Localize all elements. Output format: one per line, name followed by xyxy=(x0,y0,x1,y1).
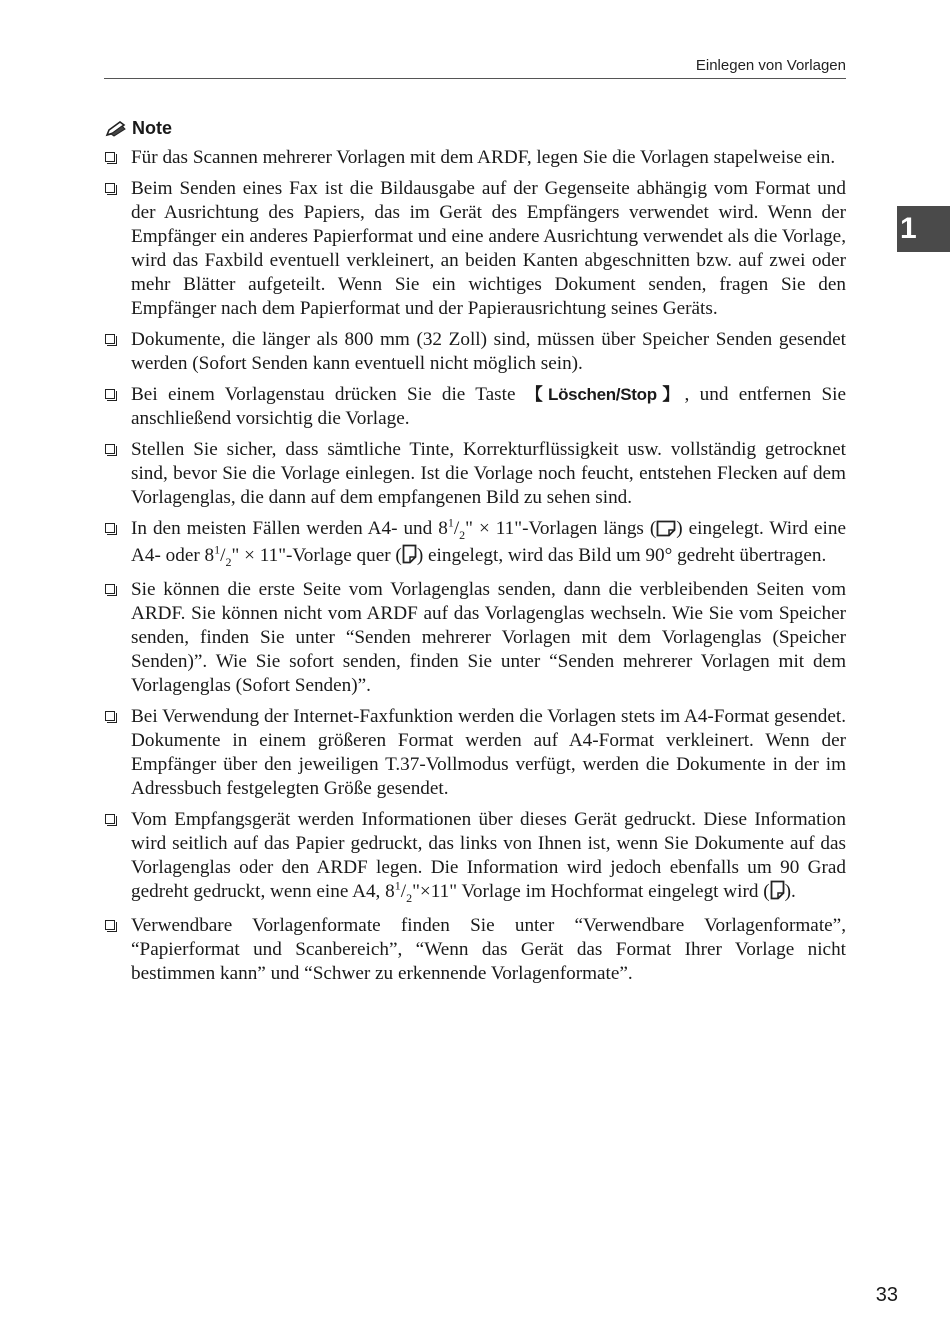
note-text: Stellen Sie sicher, dass sämtliche Tinte, Korrekturflüssigkeit usw. vollständig getrocknet sind, bevor Sie die Vorlage einlegen. Ist die Vorlage noch feucht, entstehen Flecken auf dem Vorlagenglas, die dann auf dem empfangenen Bild zu sehen sind. xyxy=(131,439,846,508)
note-text: Vom Empfangsgerät werden Informationen über dieses Gerät gedruckt. Diese Information wird seitlich auf das Papier gedruckt, das links von Ihnen ist, wenn Sie Dokumente auf das Vorlagenglas oder den ARDF legen. Die Information wird jedoch ebenfalls um 90 Grad gedreht gedruckt, wenn eine A4, 8 xyxy=(131,809,846,902)
note-text: ) eingelegt. Wird eine A4- oder 8 xyxy=(131,518,846,566)
checkbox-bullet-icon xyxy=(105,389,115,399)
note-text: " × 11"-Vorlage quer ( xyxy=(231,545,402,566)
note-text: Für das Scannen mehrerer Vorlagen mit dem ARDF, legen Sie die Vorlagen stapelweise ein. xyxy=(131,147,836,168)
fraction-denominator: 2 xyxy=(225,554,232,569)
portrait-orientation-icon xyxy=(402,544,417,571)
note-item xyxy=(104,705,846,801)
note-heading xyxy=(104,118,172,139)
fraction-slash: / xyxy=(220,545,226,566)
checkbox-bullet-icon xyxy=(105,444,115,454)
stop-key-label: 【Löschen/Stop】 xyxy=(525,385,685,404)
note-item xyxy=(104,808,846,907)
note-text: Verwendbare Vorlagenformate finden Sie unter “Verwendbare Vorlagenformate”, “Papierformat und Scanbereich”, “Wenn das Gerät das Format Ihrer Vorlage nicht bestimmen kann” und “Schwer zu erkennende Vorlagenformate”. xyxy=(131,915,846,984)
note-text-before: Bei einem Vorlagenstau drücken Sie die Taste xyxy=(131,384,526,405)
note-heading-label: Note xyxy=(132,118,172,138)
fraction-slash: / xyxy=(453,518,460,539)
note-item xyxy=(104,578,846,698)
checkbox-bullet-icon xyxy=(105,920,115,930)
note-item xyxy=(104,438,846,510)
page-number: 33 xyxy=(875,1284,898,1306)
fraction-denominator: 2 xyxy=(406,890,413,905)
pencil-icon xyxy=(104,120,128,138)
checkbox-bullet-icon xyxy=(105,523,115,533)
checkbox-bullet-icon xyxy=(105,152,115,162)
note-text: " × 11"-Vorlagen längs ( xyxy=(465,518,657,539)
note-text: "×11" Vorlage im Hochformat eingelegt wird ( xyxy=(412,881,770,902)
note-item xyxy=(104,146,846,170)
fraction-slash: / xyxy=(400,881,407,902)
fraction-numerator: 1 xyxy=(394,878,401,893)
note-item xyxy=(104,914,846,986)
fraction-numerator: 1 xyxy=(214,542,221,557)
note-text-after: , und entfernen Sie anschließend vorsichtig die Vorlage. xyxy=(131,384,846,429)
header-rule xyxy=(104,78,846,79)
note-item xyxy=(104,383,846,431)
fraction-numerator: 1 xyxy=(447,515,454,530)
chapter-tab: 1 xyxy=(897,206,950,252)
checkbox-bullet-icon xyxy=(105,334,115,344)
landscape-orientation-icon xyxy=(656,520,676,544)
note-text: Beim Senden eines Fax ist die Bildausgabe auf der Gegenseite abhängig vom Format und der Ausrichtung des Papiers, das im Gerät des Empfängers verwendet wird. Wenn der Empfänger ein anderes Papierformat und eine andere Ausrichtung verwendet als die Vorlage, wird das Faxbild eventuell verkleinert, an beiden Kanten abgeschnitten bzw. auf zwei oder mehr Blätter aufgeteilt. Wenn Sie ein wichtiges Dokument senden, fragen Sie den Empfänger nach dem Papierformat und der Papierausrichtung seines Geräts. xyxy=(131,178,846,319)
portrait-orientation-icon xyxy=(770,880,785,907)
note-text: Dokumente, die länger als 800 mm (32 Zoll) sind, müssen über Speicher Senden gesendet werden (Sofort Senden kann eventuell nicht möglich sein). xyxy=(131,329,846,374)
checkbox-bullet-icon xyxy=(105,584,115,594)
running-header-title: Einlegen von Vorlagen xyxy=(695,57,846,74)
note-text: Sie können die erste Seite vom Vorlagenglas senden, dann die verbleibenden Seiten vom ARDF. Sie können nicht vom ARDF auf das Vorlagenglas wechseln. Wie Sie vom Speicher senden, finden Sie unter “Senden mehrerer Vorlagen mit dem Vorlagenglas (Speicher Senden)”. Wie Sie sofort senden, finden Sie unter “Senden mehrerer Vorlagen mit dem Vorlagenglas (Sofort Senden)”. xyxy=(131,579,846,696)
note-text: ) eingelegt, wird das Bild um 90° gedreht übertragen. xyxy=(416,545,827,566)
checkbox-bullet-icon xyxy=(105,183,115,193)
note-item xyxy=(104,517,846,571)
note-text: In den meisten Fällen werden A4- und 8 xyxy=(131,518,448,539)
fraction-denominator: 2 xyxy=(459,527,466,542)
checkbox-bullet-icon xyxy=(105,711,115,721)
note-item xyxy=(104,328,846,376)
note-item xyxy=(104,177,846,321)
note-text: ). xyxy=(784,881,796,902)
checkbox-bullet-icon xyxy=(105,814,115,824)
note-text: Bei Verwendung der Internet-Faxfunktion werden die Vorlagen stets im A4-Format gesendet. Dokumente in einem größeren Format werden auf A4-Format verkleinert. Wenn der Empfänger über den jeweiligen T.37-Vollmodus verfügt, werden die Dokumente in der im Adressbuch festgelegten Größe gesendet. xyxy=(131,706,846,799)
note-list xyxy=(104,146,846,993)
